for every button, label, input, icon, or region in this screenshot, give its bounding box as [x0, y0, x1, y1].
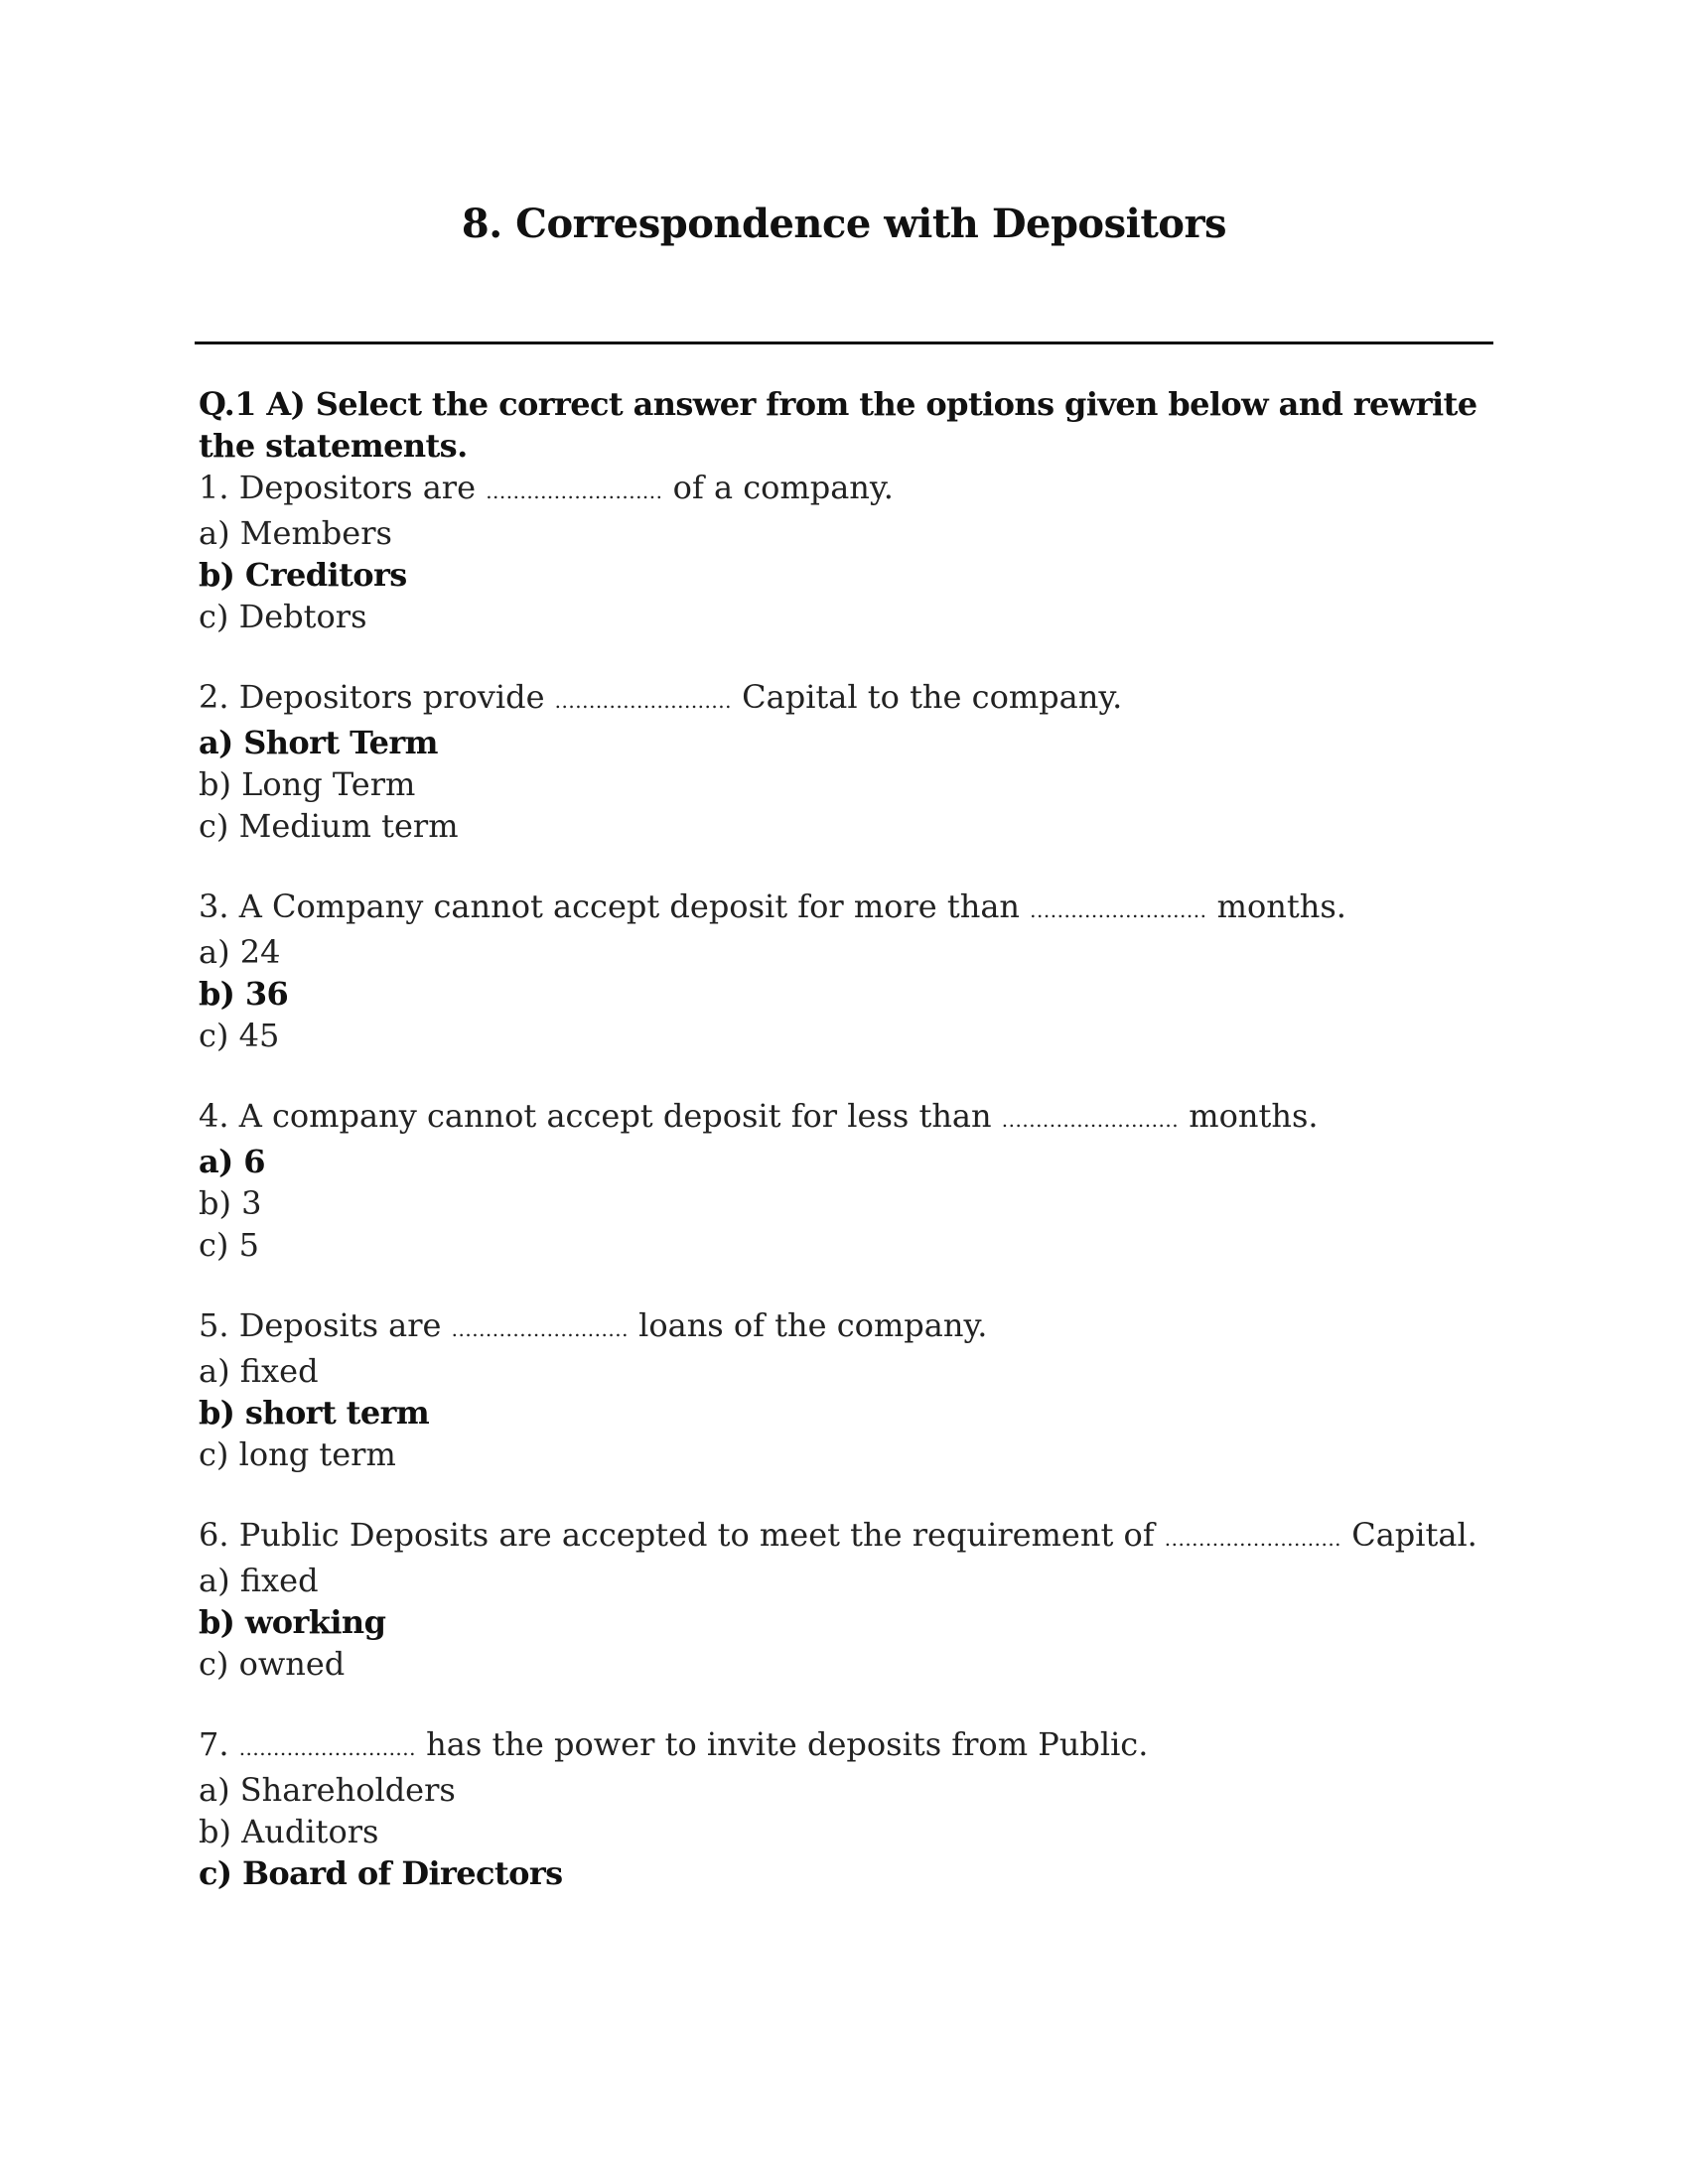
answer-option: a) Members [199, 514, 392, 552]
answer-option: c) 5 [199, 1226, 259, 1264]
answer-option: c) Medium term [199, 807, 459, 845]
question-stem-after: has the power to invite deposits from Public. [416, 1725, 1149, 1763]
question-text [199, 1514, 1499, 1560]
correct-option: a) 6 [199, 1143, 265, 1180]
question-block [199, 467, 1499, 637]
correct-option: b) 36 [199, 975, 289, 1013]
question-text [199, 1095, 1499, 1141]
question-block [199, 676, 1499, 847]
answer-option: c) owned [199, 1645, 346, 1683]
question-stem-before: 6. Public Deposits are accepted to meet the requirement of [199, 1516, 1165, 1554]
fill-in-blank: .......................... [1001, 1108, 1180, 1132]
question-section [199, 383, 1499, 1894]
answer-option: b) 3 [199, 1184, 262, 1222]
question-stem-before: 3. A Company cannot accept deposit for more than [199, 887, 1031, 925]
question-stem-before: 2. Depositors provide [199, 678, 555, 716]
question-stem-after: Capital. [1341, 1516, 1477, 1554]
question-stem-after: Capital to the company. [731, 678, 1123, 716]
question-stem-after: of a company. [662, 469, 894, 506]
question-text [199, 467, 1499, 512]
fill-in-blank: .......................... [554, 689, 732, 713]
answer-option: a) Shareholders [199, 1771, 456, 1809]
fill-in-blank: .......................... [451, 1317, 629, 1341]
question-text [199, 1304, 1499, 1350]
answer-option: c) Debtors [199, 598, 367, 635]
correct-option: c) Board of Directors [199, 1854, 563, 1892]
question-list [199, 467, 1499, 1894]
question-text [199, 886, 1499, 931]
question-stem-before: 5. Deposits are [199, 1306, 452, 1344]
correct-option: a) Short Term [199, 724, 438, 761]
title-divider [195, 341, 1493, 344]
question-stem-before: 1. Depositors are [199, 469, 487, 506]
question-block [199, 1304, 1499, 1475]
question-stem-before: 7. [199, 1725, 239, 1763]
question-block [199, 886, 1499, 1056]
question-stem-after: months. [1179, 1097, 1319, 1135]
answer-option: c) long term [199, 1435, 396, 1473]
question-block [199, 1514, 1499, 1685]
correct-option: b) Creditors [199, 556, 407, 594]
correct-option: b) working [199, 1603, 386, 1641]
question-stem-before: 4. A company cannot accept deposit for less than [199, 1097, 1002, 1135]
answer-option: b) Auditors [199, 1813, 379, 1850]
correct-option: b) short term [199, 1394, 430, 1432]
answer-option: b) Long Term [199, 765, 416, 803]
answer-option: a) fixed [199, 1352, 319, 1390]
question-block [199, 1095, 1499, 1266]
question-text [199, 676, 1499, 722]
question-text [199, 1723, 1499, 1769]
fill-in-blank: .......................... [486, 479, 663, 503]
answer-option: a) 24 [199, 933, 281, 971]
question-stem-after: loans of the company. [628, 1306, 988, 1344]
answer-option: a) fixed [199, 1562, 319, 1599]
fill-in-blank: .......................... [1164, 1527, 1342, 1551]
question-stem-after: months. [1206, 887, 1346, 925]
page-title: 8. Correspondence with Depositors [461, 201, 1227, 247]
answer-option: c) 45 [199, 1017, 280, 1054]
fill-in-blank: .......................... [1030, 898, 1207, 922]
question-block [199, 1723, 1499, 1894]
fill-in-blank: .......................... [238, 1736, 416, 1760]
section-heading: Q.1 A) Select the correct answer from the options given below and rewrite the statements. [199, 385, 1477, 465]
